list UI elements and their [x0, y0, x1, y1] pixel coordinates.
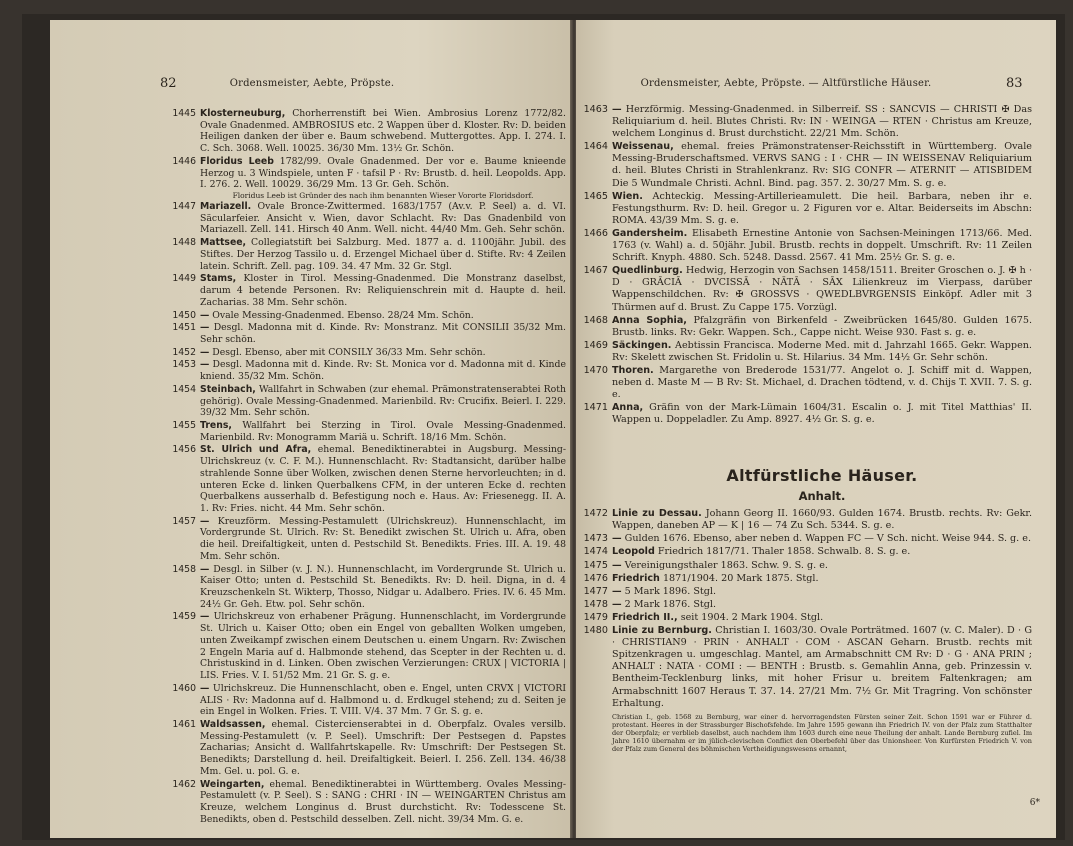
entry-body [200, 347, 566, 359]
entry-body [612, 533, 1032, 545]
entry-note: Floridus Leeb ist Gründer des nach ihm benannten Wieser Vororte Floridsdorf. [232, 191, 534, 201]
entry-heading: — [200, 346, 210, 358]
entry-body [612, 340, 1032, 364]
entry-text: Desgl. Ebenso, aber mit CONSILY 36/33 Mm. Sehr schön. [212, 346, 486, 358]
entry-number: 1469 [583, 339, 608, 351]
entry-body [200, 384, 566, 419]
entry-text: Wallfahrt bei Sterzing in Tirol. Ovale Messing-Gnadenmed. Marienbild. Rv: Monogramm Mariä u. Schrift. 18/16 Mm. Schön. [200, 419, 566, 443]
entry-text: Ulrichskreuz. Die Hunnenschlacht, oben e. Engel, unten CRVX | VICTORI ALIS · Rv: Madonna auf d. Halbmond u. d. Erdkugel stehend; zu d. Seiten je ein Engel in Wolken. Fries. T. VIII. V/4. 37 Mm. 7 Gr. S. g. e. [200, 682, 566, 718]
entry-number: 1464 [583, 141, 608, 153]
entry-number: 1446 [172, 155, 196, 167]
section-block [583, 466, 1032, 753]
entry-body [612, 508, 1032, 532]
entry-text: Gulden 1676. Ebenso, aber neben d. Wappen FC — V Sch. nicht. Weise 944. S. g. e. [624, 533, 1032, 545]
subsection-title: Anhalt. [798, 489, 846, 504]
catalog-entries [172, 108, 567, 826]
entry-heading: — [200, 611, 210, 623]
entry-number: 1454 [172, 383, 196, 395]
entry-text: Desgl. Madonna mit d. Kinde. Rv: Monstranz. Mit CONSILII 35/32 Mm. Sehr schön. [200, 322, 566, 345]
catalog-entry [172, 322, 566, 345]
entry-text: seit 1904. 2 Mark 1904. Stgl. [680, 611, 824, 623]
entry-number: 1476 [583, 572, 608, 584]
entry-heading: Wien. [612, 190, 643, 202]
entry-text: Wallfahrt in Schwaben (zur ehemal. Prämonstratenserabtei Roth gehörig). Ovale Messing-Gnadenmed. Marienbild. Rv: Crucifix. Beierl. I. 229. 39/32 Mm. Sehr schön. [200, 383, 566, 419]
entry-text: 5 Mark 1896. Stgl. [624, 585, 717, 597]
catalog-entry [172, 778, 566, 826]
entry-text: Desgl. in Silber (v. J. N.). Hunnenschlacht, im Vordergrunde St. Ulrich u. Kaiser Otto; unten d. Pestschild St. Benedikts. Rv: D. heil. Digna, in d. 4 Kreuzschenkeln St. Wikterp, Thosso, Nidgar u. Adalbero. Fries. IV. 6. 45 Mm. 24½ Gr. Geh. Etw. pol. Sehr schön. [200, 563, 566, 610]
entry-heading: Floridus Leeb [200, 155, 274, 167]
catalog-entry [172, 383, 566, 419]
entry-text: Elisabeth Ernestine Antonie von Sachsen-Meiningen 1713/66. Med. 1763 (v. Wahl) a. d. 50jähr. Jubil. Brustb. rechts in doppelt. Umschrift. Rv: 11 Zeilen Schrift. Knyph. 4880. Sch. 5248. Dassd. 2567. 41 Mm. 25½ Gr. S. g. e. [612, 227, 1032, 264]
entry-body [612, 625, 1032, 710]
entry-heading: St. Ulrich und Afra, [200, 444, 312, 456]
entry-heading: Linie zu Bernburg. [612, 625, 712, 637]
entry-number: 1457 [172, 515, 196, 527]
entry-number: 1455 [172, 419, 196, 431]
catalog-entry [172, 346, 566, 359]
catalog-entry [172, 718, 566, 778]
entry-text: Ovale Bronce-Zwittermed. 1683/1757 (Av.v. P. Seel) a. d. VI. Säcularfeier. Ansicht v. Wien, davor Schlacht. Rv: Das Gnadenbild von Mariazell. Zell. 141. Hirsch 40 Anm. Well. nicht. 44/40 Mm. Geh. Sehr schön. [200, 201, 566, 236]
entry-body [612, 191, 1032, 227]
catalog-entry [583, 611, 1032, 624]
entry-text: Collegiatstift bei Salzburg. Med. 1877 a. d. 1100jähr. Jubil. des Stiftes. Der Herzog Tassilo u. d. Erzengel Michael über d. Stifte. Rv: 4 Zeilen latein. Schrift. Zell. pag. 109. 34. 47 Mm. 32 Gr. Stgl. [200, 237, 566, 272]
catalog-entry [172, 515, 566, 563]
running-head: Ordensmeister, Aebte, Pröpste. — Altfürstliche Häuser. [640, 78, 932, 89]
entry-text: Kreuzförm. Messing-Pestamulett (Ulrichskreuz). Hunnenschlacht, im Vordergrunde St. Ulrich. Rv: St. Benedikt zwischen St. Ulrich u. Afra, oben die heil. Dreifaltigkeit, unten d. Pestschild St. Benedikts. Fries. III. A. 19. 48 Mm. Sehr schön. [200, 515, 566, 562]
entry-body [200, 420, 566, 443]
entry-body [612, 402, 1032, 426]
left-page [50, 20, 574, 838]
entry-number: 1477 [583, 585, 608, 597]
entry-body [612, 228, 1032, 264]
catalog-entry [583, 364, 1032, 401]
entry-body [612, 315, 1032, 339]
entry-text: Herzförmig. Messing-Gnadenmed. in Silberreif. SS : SANCVIS — CHRISTI ✠ Das Reliquiarium d. heil. Blutes Christi. Rv: IN · WEINGA — RTEN · Christus am Kreuze, welchem Longinus d. Brust durchsticht. 22/21 Mm. Schön. [612, 104, 1032, 140]
catalog-entry [172, 201, 566, 236]
catalog-entry [583, 227, 1032, 264]
entry-heading: Gandersheim. [612, 227, 688, 239]
entry-number: 1445 [172, 108, 196, 119]
entry-body [200, 156, 566, 191]
entry-heading: — [200, 359, 210, 371]
entry-text: Christian I. 1603/30. Ovale Porträtmed. 1607 (v. C. Maler). D · G · CHRISTIAN9 · PRIN · ANHALT · COM · ASCAN Geharn. Brustb. rechts mit Spitzenkragen u. umgeschlag. Mantel, am Armabschnitt CM Rv: D · G · ANA PRIN ; ANHALT : NATA · COMI : — BENTH : Brustb. s. Gemahlin Anna, geb. Prinzessin v. Bentheim-Tecklenburg links, mit hoher Frisur u. breitem Faltenkragen; am Armabschnitt 1607 Heraus T. 37. 14. 27/21 Mm. 7½ Gr. Mit Tragring. Von schönster Erhaltung. [612, 625, 1032, 709]
entry-heading: Friedrich II., [612, 611, 678, 623]
entry-text: Achteckig. Messing-Artillerieamulett. Die heil. Barbara, neben ihr e. Festungsthurm. Rv: D. heil. Gregor u. 2 Figuren vor e. Altar. Beiderseits im Abschn: ROMA. 43/39 Mm. S. g. e. [612, 190, 1032, 226]
catalog-entry [583, 572, 1032, 585]
entry-number: 1475 [583, 559, 608, 571]
entry-body [200, 201, 566, 236]
entry-body [612, 265, 1032, 313]
entry-heading: Steinbach, [200, 383, 256, 395]
entry-heading: Klosterneuburg, [200, 108, 286, 119]
catalog-entry [172, 237, 566, 272]
entry-number: 1447 [172, 201, 196, 213]
catalog-entry [583, 141, 1032, 189]
entry-heading: Waldsassen, [200, 718, 266, 730]
entry-text: Aebtissin Francisca. Moderne Med. mit d. Jahrzahl 1665. Gekr. Wappen. Rv: Skelett zwischen St. Fridolin u. St. Hilarius. 34 Mm. 14½ Gr. Sehr schön. [612, 339, 1032, 363]
entry-heading: Mariazell. [200, 201, 252, 213]
right-page [576, 20, 1056, 838]
catalog-entry [583, 598, 1032, 611]
entry-number: 1449 [172, 273, 196, 285]
entry-heading: — [612, 598, 622, 610]
entry-number: 1467 [583, 265, 608, 277]
catalog-entry [583, 265, 1032, 313]
entry-number: 1479 [583, 611, 608, 623]
entry-heading: Anna Sophia, [612, 314, 687, 326]
entry-number: 1472 [583, 508, 608, 520]
entry-body [612, 599, 1032, 611]
entry-number: 1451 [172, 322, 196, 334]
entry-body [200, 564, 566, 611]
entry-body [200, 273, 566, 308]
entry-heading: Quedlinburg. [612, 265, 683, 277]
catalog-entry [583, 508, 1032, 532]
entry-number: 1458 [172, 563, 196, 575]
entry-text: ehemal. Benediktinerabtei in Württemberg. Ovales Messing-Pestamulett (v. P. Seel). S : SANG : CHRI · IN — WEINGARTEN Christus am Kreuze, welchem Longinus d. Brust durchsticht. Rv: Todesscene St. Benedikts, oben d. Pestschild desselben. Zell. nicht. 39/34 Mm. G. e. [200, 778, 566, 825]
entry-heading: — [200, 309, 210, 321]
catalog-entry [172, 359, 566, 383]
entry-number: 1473 [583, 533, 608, 545]
catalog-entries [583, 508, 1032, 710]
entry-text: Desgl. Madonna mit d. Kinde. Rv: St. Monica vor d. Madonna mit d. Kinde kniend. 35/32 Mm. Schön. [200, 359, 566, 383]
page-number: 83 [1006, 76, 1023, 91]
entry-heading: — [200, 563, 210, 575]
entry-number: 1456 [172, 444, 196, 456]
open-book [22, 14, 1065, 840]
entry-body [200, 444, 566, 514]
entry-number: 1463 [583, 104, 608, 115]
catalog-entry [172, 444, 567, 514]
entry-body [200, 683, 566, 718]
catalog-entry [583, 314, 1033, 339]
entry-text: 1782/99. Ovale Gnadenmed. Der vor e. Baume knieende Herzog u. 3 Windspiele, unten F · tafsil P · Rv: Brustb. d. heil. Leopolds. App. I. 276. 2. Well. 10029. 36/29 Mm. 13 Gr. Geh. Schön. [200, 155, 566, 191]
entry-text: Kloster in Tirol. Messing-Gnadenmed. Die Monstranz daselbst, darum 4 betende Personen. Rv: Reliquienschrein mit d. Haupte d. heil. Zacharias. 38 Mm. Sehr schön. [200, 273, 566, 308]
entry-body [612, 546, 1032, 558]
running-head: Ordensmeister, Aebte, Pröpste. [229, 78, 395, 89]
entry-number: 1452 [172, 346, 196, 358]
section-title: Altfürstliche Häuser. [726, 466, 918, 485]
page-number: 82 [160, 76, 177, 91]
entry-number: 1468 [583, 314, 608, 326]
entry-heading: Linie zu Dessau. [612, 508, 702, 520]
entry-text: 1871/1904. 20 Mark 1875. Stgl. [662, 572, 819, 584]
entry-text: Pfalzgräfin von Birkenfeld - Zweibrücken 1645/80. Gulden 1675. Brustb. links. Rv: Gekr. Wappen. Sch., Cappe nicht. Weise 930. Fast s. g. e. [612, 314, 1033, 338]
entry-heading: — [200, 322, 210, 334]
catalog-entry [172, 682, 566, 718]
catalog-entry [583, 104, 1032, 140]
catalog-entry [172, 419, 566, 443]
catalog-entry [172, 563, 566, 611]
entry-number: 1459 [172, 611, 196, 623]
catalog-entry [172, 273, 566, 308]
entry-text: Vereinigungsthaler 1863. Schw. 9. S. g. e. [624, 559, 828, 571]
entry-number: 1465 [583, 190, 608, 202]
entry-body [200, 237, 566, 272]
catalog-entry [583, 190, 1032, 227]
entry-heading: Anna, [612, 402, 644, 414]
entry-number: 1474 [583, 546, 608, 558]
entry-heading: Trens, [200, 419, 232, 431]
entry-body [612, 365, 1032, 401]
entry-number: 1466 [583, 227, 608, 239]
entry-body [200, 322, 566, 345]
entry-body [612, 141, 1032, 189]
entry-text: Johann Georg II. 1660/93. Gulden 1674. Brustb. rechts. Rv: Gekr. Wappen, daneben AP — K | 16 — 74 Zu Sch. 5344. S. g. e. [612, 508, 1032, 532]
entry-text: ehemal. freies Prämonstratenser-Reichsstift in Württemberg. Ovale Messing-Bruderschaftsmed. VERVS SANG : I · CHR — IN WEISSENAV Reliquiarium d. heil. Blutes Christi in Strahlenkranz. Rv: SIG CONFR — ATERNIT — ATISBIDEM Die 5 Wundmale Christi. Achnl. Bind. pag. 357. 2. 30/27 Mm. S. g. e. [612, 141, 1032, 189]
entry-heading: — [612, 559, 622, 571]
catalog-entry [172, 309, 566, 322]
entry-heading: Weissenau, [612, 141, 674, 153]
entry-text: Margarethe von Brederode 1531/77. Angelot o. J. Schiff mit d. Wappen, neben d. Maste M — B Rv: St. Michael, d. Drachen tödtend, v. d. Chijs T. XVII. 7. S. g. e. [612, 364, 1032, 401]
entry-body [612, 586, 1032, 598]
entry-heading: Thoren. [612, 364, 654, 376]
entry-heading: Weingarten, [200, 778, 265, 790]
entry-text: Ulrichskreuz von erhabener Prägung. Hunnenschlacht, im Vordergrunde St. Ulrich u. Kaiser Otto; oben ein Engel von geballten Wolken umgeben, unten Zweikampf zwischen einem Deutschen u. einem Ungarn. Rv: Zwischen 2 Engeln Maria auf d. Halbmonde stehend, das Scepter in der Rechten u. d. Christuskind in d. Linken. Oben zwischen Verzierungen: CRUX | VICTORIA | LIS. Fries. V. I. 51/52 Mm. 21 Gr. S. g. e. [200, 611, 566, 682]
footnote: Christian I., geb. 1568 zu Bernburg, war einer d. hervorragendsten Fürsten seiner Zeit. Schon 1591 war er Führer d. protestant. Heeres in der Strassburger Bischofsfehde. Im Jahre 1595 gewann ihn Friedrich IV. von der Pfalz zum Statthalter der Oberpfalz; er verblieb daselbst, auch nachdem ihm 1603 durch eine neue Theilung der anhalt. Lande Bernburg zufiel. Im Jahre 1610 übernahm er im jülich-clevischen Conflict den Oberbefehl über das Unionsheer. Von Kurfürsten Friedrich V. von der Pfalz zum General des böhmischen Vertheidigungswesens ernannt, [612, 712, 1032, 753]
entry-text: ehemal. Cistercienserabtei in d. Oberpfalz. Ovales versilb. Messing-Pestamulett (v. P. Seel). Umschrift: Der Pestsegen d. Papstes Zacharias; Ansicht d. Wallfahrtskapelle. Rv: Umschrift: Der Pestsegen St. Benedikts; Darstellung d. heil. Dreifaltigkeit. Beierl. I. 256. Zell. 134. 46/38 Mm. Gel. u. pol. G. e. [200, 718, 566, 777]
entry-number: 1461 [172, 718, 196, 730]
catalog-entry [583, 546, 1032, 558]
catalog-entry [583, 559, 1032, 572]
entry-body [200, 611, 566, 681]
entry-heading: — [612, 533, 622, 545]
entry-number: 1448 [172, 237, 196, 249]
catalog-entry [172, 155, 566, 201]
entry-heading: Leopold [612, 546, 655, 558]
catalog-entry [583, 625, 1032, 710]
entry-text: Hedwig, Herzogin von Sachsen 1458/1511. Breiter Groschen o. J. ✠ h · D · GRĀCIĀ · DVCISSĀ · NĀTĀ · SĀX Lilienkreuz im Vierpass, darüber Wappenschildchen. Rv: ✠ GROSSVS · QWEDLBVRGENSIS Einköpf. Adler mit 3 Thürmen auf d. Brust. Zu Cappe 175. Vorzügl. [612, 265, 1032, 313]
entry-text: ehemal. Benediktinerabtei in Augsburg. Messing-Ulrichskreuz (v. C. F. M.). Hunnenschlacht. Rv: Stadtansicht, darüber halbe strahlende Sonne über Wolken, zwischen denen Sterne hervorleuchten; in d. unteren Ecke d. linken Querbalkens CFM, in der unteren Ecke d. rechten Querbalkens ausserhalb d. Befestigung noch e. Haus. Av: Friesenegg. II. A. 1. Rv: Fries. nicht. 44 Mm. Sehr schön. [200, 444, 567, 514]
entry-number: 1453 [172, 359, 196, 371]
entry-number: 1478 [583, 598, 608, 610]
entry-body [612, 573, 1032, 585]
entry-heading: Friedrich [612, 572, 660, 584]
entry-body [200, 108, 566, 155]
entry-body [612, 560, 1032, 572]
entry-text: Gräfin von der Mark-Lümain 1604/31. Escalin o. J. mit Titel Matthias' II. Wappen u. Doppeladler. Zu Amp. 8927. 4½ Gr. S. g. e. [612, 402, 1032, 426]
entry-heading: — [200, 682, 210, 694]
entry-number: 1460 [172, 682, 196, 694]
entry-number: 1480 [583, 625, 608, 637]
entry-text: Friedrich 1817/71. Thaler 1858. Schwalb. 8. S. g. e. [657, 546, 911, 558]
entry-heading: Säckingen. [612, 339, 672, 351]
entry-number: 1471 [583, 402, 608, 414]
catalog-entry [172, 108, 566, 155]
entry-body [612, 612, 1032, 624]
entry-body [200, 310, 566, 322]
printer-signature: 6* [1029, 798, 1040, 808]
entry-body [200, 516, 566, 563]
catalog-entry [172, 611, 566, 682]
entry-text: Ovale Messing-Gnadenmed. Ebenso. 28/24 Mm. Schön. [212, 309, 474, 321]
entry-heading: — [200, 515, 210, 527]
entry-number: 1462 [172, 778, 196, 790]
entry-text: 2 Mark 1876. Stgl. [624, 598, 717, 610]
entry-body [200, 359, 566, 382]
entry-text: Chorherrenstift bei Wien. Ambrosius Lorenz 1772/82. Ovale Gnadenmed. AMBROSIUS etc. 2 Wappen über d. Kloster. Rv: D. beiden Heiligen danken der über e. Baum schwebend. Muttergottes. App. I. 274. I. C. Sch. 3068. Well. 10025. 36/30 Mm. 13½ Gr. Schön. [200, 108, 566, 155]
entry-heading: Stams, [200, 273, 237, 285]
entry-body [200, 779, 566, 826]
entry-body [200, 719, 566, 778]
entry-number: 1450 [172, 309, 196, 321]
catalog-entry [583, 402, 1032, 426]
catalog-entries [583, 104, 1033, 427]
entry-heading: — [612, 104, 622, 115]
catalog-entry [583, 533, 1032, 545]
entry-body [612, 104, 1032, 140]
catalog-entry [583, 339, 1032, 364]
entry-heading: — [612, 585, 622, 597]
catalog-entry [583, 585, 1032, 598]
entry-heading: Mattsee, [200, 237, 247, 249]
entry-number: 1470 [583, 364, 608, 376]
